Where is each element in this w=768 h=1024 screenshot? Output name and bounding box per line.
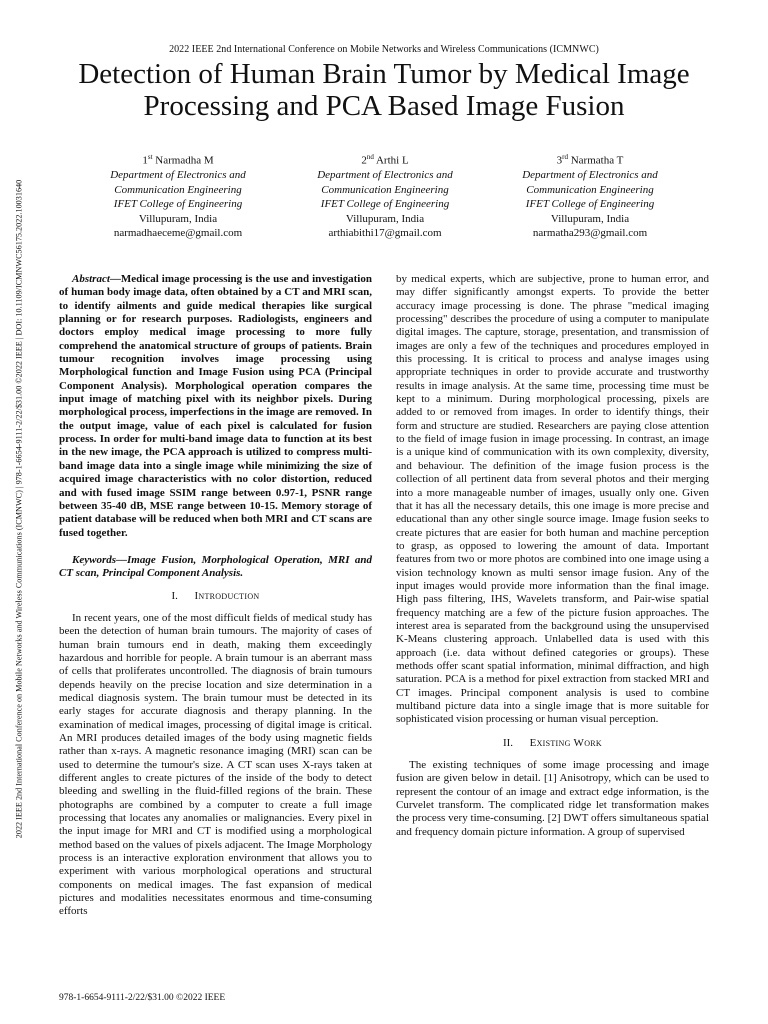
section-heading-existing-work: II. Existing Work (502, 736, 603, 749)
author-email: narmatha293@gmail.com (532, 227, 648, 240)
author-dept: Department of Electronics and (110, 169, 246, 182)
section-heading-introduction: I. Introduction (171, 589, 260, 602)
author-email: arthiabithi17@gmail.com (328, 227, 442, 240)
author-name: Narmadha M (155, 154, 214, 167)
author-3: 3rd Narmatha T Department of Electronics and Communication Engineering IFET College of Engineering Villupuram, India narmatha293@gmail.com (485, 150, 695, 241)
existing-work-paragraph: The existing techniques of some image processing and image fusion are given below in detail. [1] Anisotropy, which can be used to represent the contour of an image and extract edge information, is the Curvelet transform. The complicated ridge let transformation makes the process very time-consuming. [2] DWT offers simultaneous spatial and frequency domain picture information. A group of supervised (396, 759, 709, 838)
author-email: narmadhaeceme@gmail.com (113, 227, 243, 240)
abstract-label: Abstract (72, 273, 110, 285)
intro-paragraph-continued: by medical experts, which are subjective, prone to human error, and may differ significantly amongst experts. To provide the better accuracy image processing is done. The phrase "medical imaging processing" describes the procedure of using a computer to manipulate digital images. The capture, storage, presentation, and transmission of images are only a few of the techniques and procedures employed in this processing. It is critical to process and analyse images using appropriate techniques in order to provide accurate and trustworthy results in image analysis. At the same time, processing time must be kept to a minimum. During morphological processing, pixels are added to or removed from images. In order to identify things, their form and structure are studied. Researchers are paying close attention to the field of image fusion in image processing. In contrast, an image is a unique kind of communication with its own complexity, diversity, and behaviour. The definition of the image fusion process is the collection of all pertinent data from several photos and their merging into a more manageable number of images, usually only one. Given that it has all the necessary details, this one image is more precise and educational than any other single source image. Image fusion seeks to create pictures that are easier for both human and machine perception to grasp, as opposed to lowering the amount of data. Important features from two or more photos are combined into one image using a vision technology known as multi sensor image fusion. Any of the input images would provide more information than the final image. High pass filtering, IHS, Wavelets transform, and Pair-wise spatial frequency matching are a few of the picture fusion approaches. The interest area is separated from the background using the unsupervised K-Means clustering approach. Unlabelled data is used with this approach (i.e. data without defined categories or groups). These methods offer scant spatial information, minimal diffraction, and high saturation. PCA is a method for pixel extraction from stacked MRI and CT images. Principal component analysis is used to combine multiband picture data into a single image that is more suitable for sophisticated vision processing or human visual perception. (396, 273, 709, 726)
author-college: IFET College of Engineering (525, 198, 655, 211)
author-college: IFET College of Engineering (320, 198, 450, 211)
abstract-text: —Medical image processing is the use and investigation of human body image data, often obtained by a CT and MRI scan, to identify ailments and guide medical therapies like surgical planning or for research purposes. Radiologists, engineers and doctors employ medical image processing to more fully comprehend the anatomical structure of groups of patients. Brain tumour recognition involves image processing using Morphological function and Image Fusion using PCA (Principal Component Analysis). Morphological operation compares the input image of matching pixel with its neighbor pixels. During morphological process, imperfections in the image are removed. In the output image, value of each pixel is calculated for fusion process. In order for multi-band image data to function at its best in the new image, the PCA approach is utilized to compress multi-band image data into a single image while minimizing the size of acquired image characteristics with no color distortion, reduced and with fused image SSIM range between 0.97-1, PSNR range between 35-40 dB, MSE range between 10-15. Memory storage of patient database will be reduced when both MRI and CT scans are fused together. (59, 273, 372, 539)
paper-title: Detection of Human Brain Tumor by Medical Image Processing and PCA Based Image Fusion (78, 58, 690, 122)
left-column (59, 273, 372, 919)
author-college: IFET College of Engineering (113, 198, 243, 211)
author-dept: Communication Engineering (321, 183, 449, 196)
author-dept: Department of Electronics and (317, 169, 453, 182)
author-name: Arthi L (375, 154, 409, 167)
conference-header: 2022 IEEE 2nd International Conference on Mobile Networks and Wireless Communications (ICMNWC) (169, 44, 599, 55)
author-dept: Communication Engineering (114, 183, 242, 196)
author-dept: Department of Electronics and (522, 169, 658, 182)
author-2: 2nd Arthi L Department of Electronics and Communication Engineering IFET College of Engineering Villupuram, India arthiabithi17@gmail.com (280, 150, 490, 241)
author-place: Villupuram, India (550, 212, 630, 225)
right-column (396, 273, 709, 839)
author-name: Narmatha T (570, 154, 624, 167)
doi-sidebar (13, 118, 25, 900)
keywords: Keywords—Image Fusion, Morphological Operation, MRI and CT scan, Principal Component Analysis. (59, 553, 372, 580)
doi-sidebar-text: 2022 IEEE 2nd International Conference on Mobile Networks and Wireless Communications (ICMNWC) | 978-1-6654-9111-2/22/$31.00 ©2022 IEEE | DOI: 10.1109/ICMNWC56175.2022.10031640 (14, 179, 24, 839)
author-place: Villupuram, India (345, 212, 425, 225)
author-1: 1st Narmadha M Department of Electronics and Communication Engineering IFET College of Engineering Villupuram, India narmadhaeceme@gmail.com (73, 150, 283, 241)
copyright-footer: 978-1-6654-9111-2/22/$31.00 ©2022 IEEE (59, 993, 226, 1003)
author-dept: Communication Engineering (526, 183, 654, 196)
intro-paragraph: In recent years, one of the most difficult fields of medical study has been the detection of human brain tumours. The majority of cases of human brain tumours end in death, making them exceedingly hazardous and horrible for people. A brain tumour is an aberrant mass of cells that proliferates uncontrolled. The diagnosis of brain tumours depends heavily on the precise location and size determination in a medical diagnosis system. The brain tumour must be detected in its early stages for accurate diagnosis and therapy planning. In the examination of medical images, processing of digital image is critical. An MRI produces detailed images of the body using magnetic fields rather than x-rays. A magnetic resonance imaging (MRI) scan can be used to determine the tumour's size. A CT scan uses X-rays taken at different angles to create pictures of the inside of the body to detect bleeding and swelling in the fluid-filled regions of the brain. These photographs are combined by a computer to create a full image processing that locates any anomalies or malignancies. Every pixel in the input image for MRI and CT is modified using a morphological method based on the values of pixels adjacent. The Image Morphology process is an interactive exploration environment that allows you to experiment with various morphological operations and structural components on medical images. The fast expansion of medical pictures and modalities necessitates enormous and time-consuming efforts (59, 611, 372, 918)
author-place: Villupuram, India (138, 212, 218, 225)
abstract (59, 273, 372, 540)
